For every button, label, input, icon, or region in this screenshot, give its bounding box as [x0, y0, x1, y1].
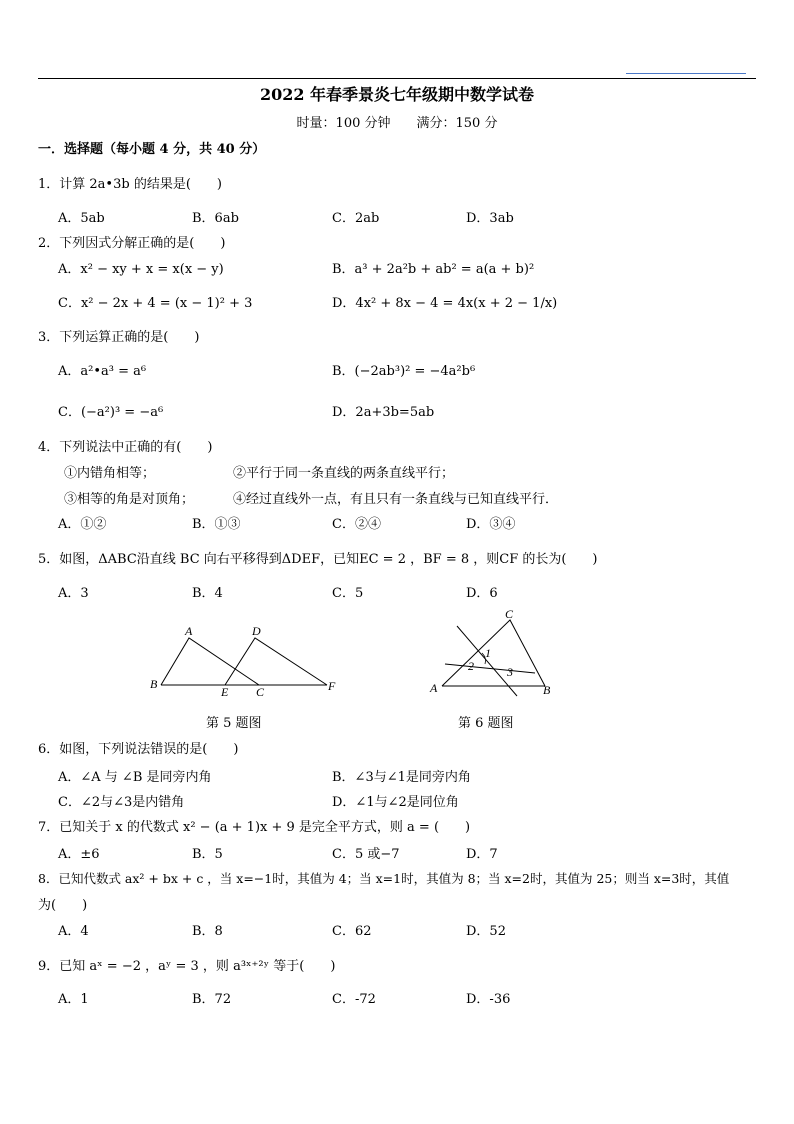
label-e: E [221, 685, 229, 699]
label-angle-1: 1 [485, 646, 491, 660]
transversal-2 [445, 664, 535, 673]
q6-stem: 6．如图，下列说法错误的是( ) [38, 742, 239, 757]
q3-stem: 3．下列运算正确的是( ) [38, 330, 200, 345]
q1-option-d: D．3ab [466, 211, 514, 226]
q4-statement-3: ③相等的角是对顶角； [64, 492, 195, 507]
q2-stem: 2．下列因式分解正确的是( ) [38, 236, 226, 251]
q1-stem: 1．计算 2a•3b 的结果是( ) [38, 177, 222, 192]
triangle-def [225, 638, 327, 685]
q7-option-a: A．±6 [58, 847, 100, 862]
q9-stem: 9．已知 aˣ = −2 ，aʸ = 3 ，则 a³ˣ⁺²ʸ 等于( ) [38, 959, 336, 974]
q4-statement-4: ④经过直线外一点，有且只有一条直线与已知直线平行． [233, 492, 559, 507]
q1-option-a: A．5ab [58, 211, 105, 226]
q8-option-a: A．4 [58, 924, 89, 939]
label-a: A [185, 624, 193, 638]
header-rule [38, 78, 756, 79]
q8-stem-line1: 8．已知代数式 ax² + bx + c ，当 x=−1时，其值为 4；当 x=1时，其值为 8；当 x=2时，其值为 25；则当 x=3时，其值 [38, 871, 730, 886]
figure-6-triangle-angles [425, 606, 565, 701]
label-b-fig6: B [543, 683, 551, 697]
q7-option-d: D．7 [466, 847, 498, 862]
q3-option-b: B．(−2ab³)² = −4a²b⁶ [332, 364, 476, 379]
q6-option-a: A．∠A 与 ∠B 是同旁内角 [58, 770, 212, 785]
q9-option-d: D．-36 [466, 992, 511, 1007]
label-f: F [328, 679, 336, 693]
q1-option-b: B．6ab [192, 211, 239, 226]
figure-5-caption: 第 5 题图 [206, 716, 262, 731]
label-a-fig6: A [430, 681, 438, 695]
q8-option-d: D．52 [466, 924, 506, 939]
q6-option-b: B．∠3与∠1是同旁内角 [332, 770, 471, 785]
q4-option-a: A．①② [58, 517, 107, 532]
exam-subtitle: 时量：100 分钟 满分：150 分 [296, 116, 498, 131]
q3-option-c: C．(−a²)³ = −a⁶ [58, 405, 164, 420]
triangle-abc-fig6 [442, 620, 545, 686]
q1-option-c: C．2ab [332, 211, 380, 226]
label-c: C [256, 685, 265, 699]
q4-stem: 4．下列说法中正确的有( ) [38, 440, 213, 455]
q6-option-d: D．∠1与∠2是同位角 [332, 795, 459, 810]
q2-option-a: A．x² − xy + x = x(x − y) [58, 262, 224, 277]
q4-statement-1: ①内错角相等； [64, 466, 156, 481]
q4-option-c: C．②④ [332, 517, 381, 532]
section-heading: 一．选择题（每小题 4 分，共 40 分） [38, 142, 266, 157]
label-c-fig6: C [505, 607, 514, 621]
label-b: B [150, 677, 158, 691]
figure-5-translated-triangles [145, 618, 345, 703]
q5-option-b: B．4 [192, 586, 223, 601]
label-angle-3: 3 [507, 665, 513, 679]
q6-option-c: C．∠2与∠3是内错角 [58, 795, 185, 810]
q5-option-c: C．5 [332, 586, 364, 601]
figure-6-caption: 第 6 题图 [458, 716, 514, 731]
q8-option-c: C．62 [332, 924, 372, 939]
exam-title: 2022 年春季景炎七年级期中数学试卷 [259, 85, 535, 104]
q7-option-c: C．5 或−7 [332, 847, 400, 862]
q2-option-c: C．x² − 2x + 4 = (x − 1)² + 3 [58, 296, 253, 311]
q3-option-d: D．2a+3b=5ab [332, 405, 435, 420]
label-d: D [252, 624, 261, 638]
q5-stem: 5．如图，ΔABC沿直线 BC 向右平移得到ΔDEF，已知EC = 2 ，BF = 8 ，则CF 的长为( ) [38, 552, 598, 567]
label-angle-2: 2 [468, 659, 474, 673]
header-link-underline [626, 73, 746, 74]
q7-stem: 7．已知关于 x 的代数式 x² − (a + 1)x + 9 是完全平方式，则 a = ( ) [38, 820, 471, 835]
q2-option-d: D．4x² + 8x − 4 = 4x(x + 2 − 1/x) [332, 296, 558, 311]
q9-option-c: C．-72 [332, 992, 376, 1007]
q3-option-a: A．a²•a³ = a⁶ [58, 364, 147, 379]
q8-option-b: B．8 [192, 924, 223, 939]
q9-option-b: B．72 [192, 992, 232, 1007]
q7-option-b: B．5 [192, 847, 223, 862]
q4-option-b: B．①③ [192, 517, 241, 532]
q4-statement-2: ②平行于同一条直线的两条直线平行； [233, 466, 455, 481]
triangle-abc [161, 638, 259, 685]
q4-option-d: D．③④ [466, 517, 516, 532]
q8-stem-line2: 为( ) [38, 898, 88, 913]
q5-option-d: D．6 [466, 586, 498, 601]
q2-option-b: B．a³ + 2a²b + ab² = a(a + b)² [332, 262, 535, 277]
q5-option-a: A．3 [58, 586, 89, 601]
q9-option-a: A．1 [58, 992, 89, 1007]
